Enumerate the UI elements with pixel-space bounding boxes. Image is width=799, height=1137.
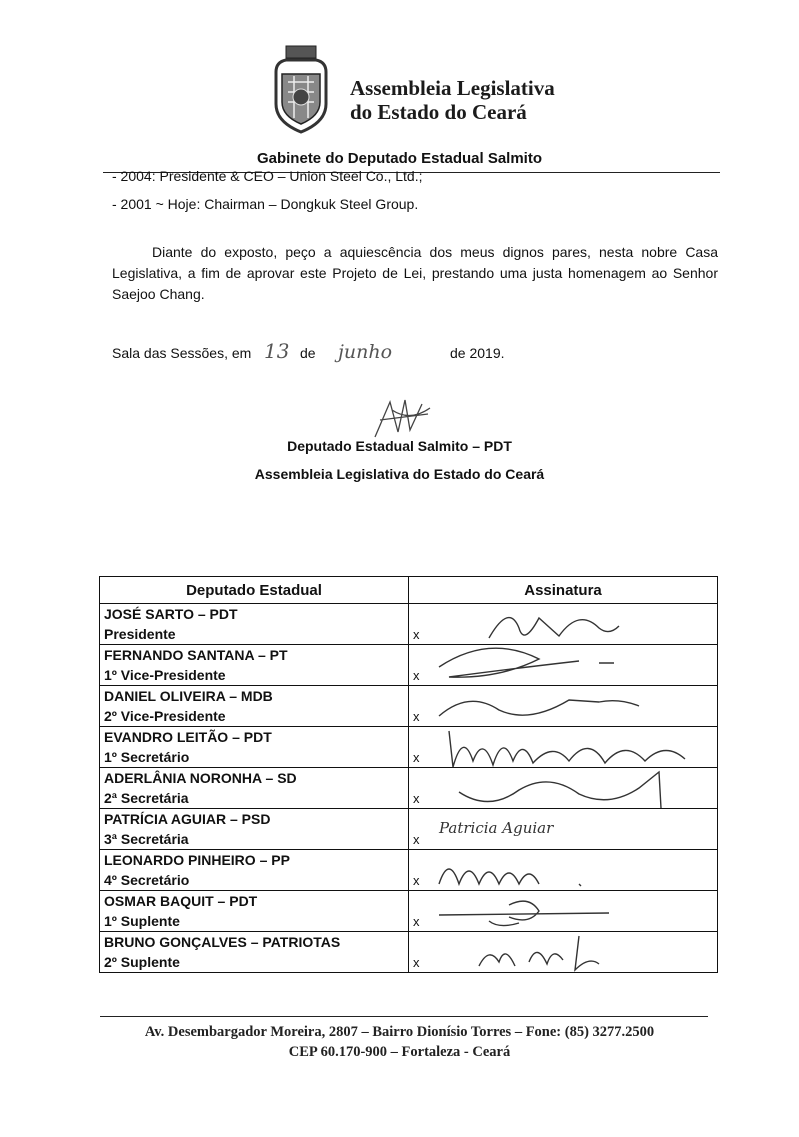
org-title (350, 76, 555, 124)
body-paragraph: Diante do exposto, peço a aquiescência dos meus dignos pares, nesta nobre Casa Legislativa, a fim de aprovar este Projeto de Lei, prestando uma justa homenagem ao Senhor Saejoo Chang. (112, 244, 718, 302)
deputy-cell (100, 727, 409, 768)
handwritten-signature: Patricia Aguiar (439, 819, 554, 837)
x-mark: x (413, 750, 420, 765)
cv-item: - 2001 ~ Hoje: Chairman – Dongkuk Steel Group. (112, 196, 419, 212)
deputy-name: ADERLÂNIA NORONHA – SD (104, 770, 297, 786)
org-title-line1: Assembleia Legislativa (350, 76, 555, 100)
deputy-name: OSMAR BAQUIT – PDT (104, 893, 258, 909)
x-mark: x (413, 873, 420, 888)
table-row (100, 932, 718, 973)
x-mark: x (413, 791, 420, 806)
footer-divider (100, 1016, 708, 1017)
deputy-name: PATRÍCIA AGUIAR – PSD (104, 811, 271, 827)
signature-cell (409, 768, 718, 809)
table-row (100, 768, 718, 809)
deputy-cell (100, 768, 409, 809)
deputy-cell (100, 686, 409, 727)
signature-cell (409, 932, 718, 973)
deputy-role: 1º Suplente (104, 913, 180, 929)
deputy-name: DANIEL OLIVEIRA – MDB (104, 688, 273, 704)
deputy-cell (100, 850, 409, 891)
column-header-deputy: Deputado Estadual (100, 577, 409, 604)
deputy-name: JOSÉ SARTO – PDT (104, 606, 238, 622)
column-header-signature: Assinatura (409, 577, 718, 604)
deputy-cell (100, 809, 409, 850)
signer-org: Assembleia Legislativa do Estado do Ceará (254, 466, 545, 482)
x-mark: x (413, 627, 420, 642)
deputy-role: 2º Vice-Presidente (104, 708, 226, 724)
gabinete-heading: Gabinete do Deputado Estadual Salmito (256, 150, 543, 167)
x-mark: x (413, 955, 420, 970)
deputy-role: 1º Secretário (104, 749, 190, 765)
deputy-role: 1º Vice-Presidente (104, 667, 226, 683)
org-title-line2: do Estado do Ceará (350, 100, 527, 124)
footer-cep: CEP 60.170-900 – Fortaleza - Ceará (288, 1044, 511, 1060)
handwritten-day: 13 (264, 339, 290, 363)
x-mark: x (413, 914, 420, 929)
handwritten-month: junho (338, 341, 393, 363)
deputy-cell (100, 932, 409, 973)
handwritten-signature (429, 762, 719, 814)
x-mark: x (413, 668, 420, 683)
state-coat-of-arms-seal (272, 42, 330, 134)
session-date-prefix: Sala das Sessões, em (112, 345, 252, 361)
deputy-role: 2ª Secretária (104, 790, 189, 806)
deputy-name: FERNANDO SANTANA – PT (104, 647, 288, 663)
deputy-role: 3ª Secretária (104, 831, 189, 847)
deputy-name: LEONARDO PINHEIRO – PP (104, 852, 290, 868)
session-date-de: de (300, 345, 316, 361)
session-year: de 2019. (450, 345, 505, 361)
handwritten-signature (429, 926, 719, 978)
signature-table (99, 576, 718, 973)
deputy-role: Presidente (104, 626, 176, 642)
x-mark: x (413, 832, 420, 847)
deputy-cell (100, 891, 409, 932)
footer-address: Av. Desembargador Moreira, 2807 – Bairro Dionísio Torres – Fone: (85) 3277.2500 (144, 1024, 655, 1040)
deputy-name: BRUNO GONÇALVES – PATRIOTAS (104, 934, 341, 950)
signer-name: Deputado Estadual Salmito – PDT (287, 438, 512, 454)
deputy-cell (100, 645, 409, 686)
deputy-role: 4º Secretário (104, 872, 190, 888)
x-mark: x (413, 709, 420, 724)
deputy-name: EVANDRO LEITÃO – PDT (104, 729, 272, 745)
deputy-role: 2º Suplente (104, 954, 180, 970)
deputy-cell (100, 604, 409, 645)
cv-item: - 2004: Presidente & CEO – Union Steel Co., Ltd.; (112, 168, 423, 184)
